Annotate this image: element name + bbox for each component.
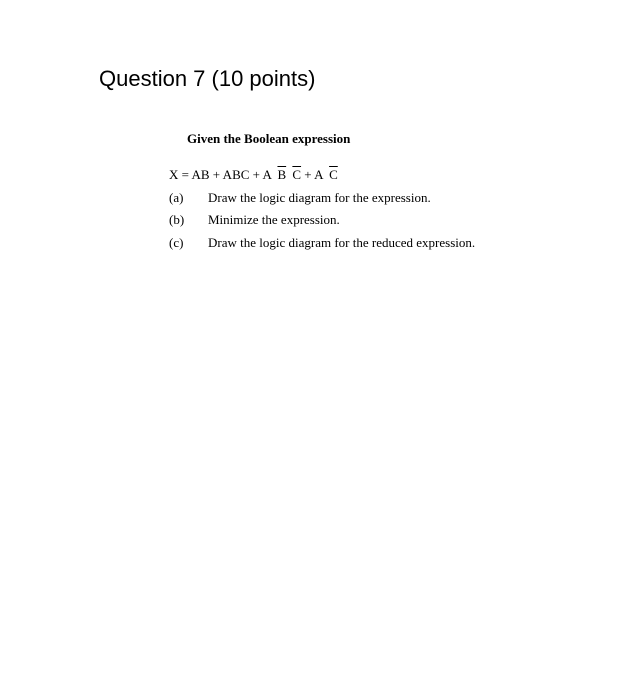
c-complement: $\overline{C}$ xyxy=(292,167,302,182)
part-a xyxy=(169,189,431,207)
intro-heading: Given the Boolean expression xyxy=(187,131,351,146)
part-b xyxy=(169,211,340,229)
expression-prefix: X = AB + ABC + A xyxy=(169,167,272,182)
c-complement-2: $\overline{C}$ xyxy=(329,167,338,182)
part-a-label: (a) xyxy=(169,190,184,205)
question-title: Question 7 (10 points) xyxy=(99,66,316,91)
part-a-text: Draw the logic diagram for the expression. xyxy=(208,190,431,205)
part-b-label: (b) xyxy=(169,212,185,227)
part-c-label: (c) xyxy=(169,235,184,250)
part-b-text: Minimize the expression. xyxy=(208,212,340,227)
part-c xyxy=(169,234,475,252)
expression-plus-a: + A xyxy=(304,167,323,182)
part-c-text: Draw the logic diagram for the reduced expression. xyxy=(208,235,476,250)
b-complement: $\overline{B}$ xyxy=(277,167,287,182)
boolean-expression xyxy=(169,166,338,184)
